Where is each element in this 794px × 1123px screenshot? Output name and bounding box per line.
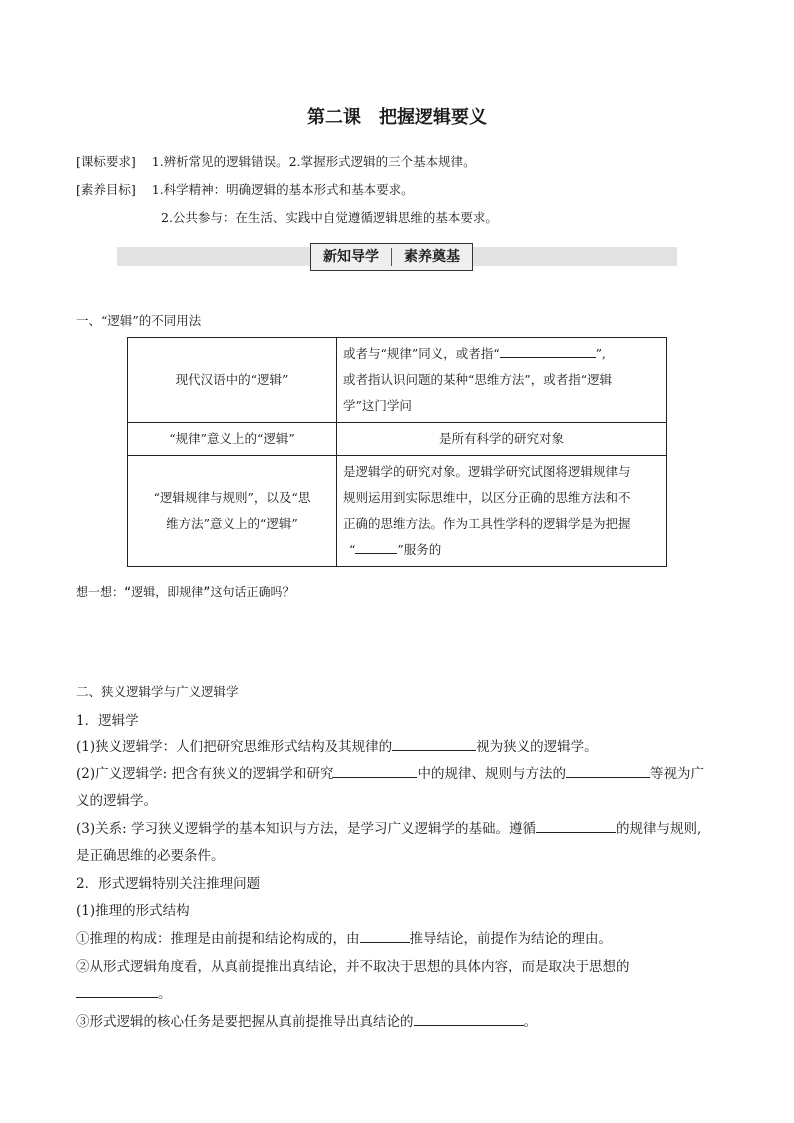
page-title: 第二课 把握逻辑要义 [307, 107, 487, 128]
table-row [128, 456, 667, 567]
table-row [128, 338, 667, 423]
banner-divider [391, 248, 392, 266]
desc-text: 或者与“规律”同义，或者指“ [343, 346, 500, 361]
fill-blank [500, 343, 596, 358]
desc-text: 规则运用到实际思维中，以区分正确的思维方法和不 [343, 490, 631, 505]
table-cell-desc [337, 338, 667, 423]
fill-blank [536, 818, 616, 833]
banner-left-label: 新知导学 [323, 249, 379, 265]
para-text: ①推理的构成：推理是由前提和结论构成的，由 [76, 931, 360, 947]
paragraph-relation-cont: 是正确思维的必要条件。 [76, 848, 225, 864]
table-cell-term: 现代汉语中的“逻辑” [128, 338, 337, 423]
item-formal-perspective-cont [76, 982, 172, 1002]
item-core-task [76, 1010, 537, 1030]
fill-blank [360, 928, 410, 943]
goals-item-2: 2.公共参与：在生活、实践中自觉遵循逻辑思维的基本要求。 [161, 210, 498, 225]
paragraph-narrow-logic [76, 735, 598, 755]
desc-text: 正确的思维方法。作为工具性学科的逻辑学是为把握 [343, 516, 631, 531]
term-text: 维方法”意义上的“逻辑” [166, 516, 298, 531]
section1-heading: 一、“逻辑”的不同用法 [76, 313, 202, 328]
table-cell-term: “规律”意义上的“逻辑” [128, 423, 337, 456]
desc-text: 学”这门学问 [343, 398, 412, 413]
table-row [128, 423, 667, 456]
para-text: 的规律与规则, [615, 821, 702, 837]
paragraph-broad-logic-cont: 义的逻辑学。 [76, 793, 157, 809]
table-cell-desc: 是所有科学的研究对象 [337, 423, 667, 456]
subheading-logic: 1．逻辑学 [76, 713, 139, 729]
goals-line [76, 180, 414, 198]
para-text: 视为狭义的逻辑学。 [476, 739, 598, 755]
desc-text: 或者指认识问题的某种“思维方法”，或者指“逻辑 [343, 372, 613, 387]
section2-heading: 二、狭义逻辑学与广义逻辑学 [76, 684, 239, 699]
fill-blank [333, 763, 417, 778]
banner-right-label: 素养奠基 [404, 249, 460, 265]
desc-text: ”服务的 [397, 542, 442, 557]
goals-item-1: 1.科学精神：明确逻辑的基本形式和基本要求。 [151, 182, 414, 197]
item-reasoning-composition [76, 927, 612, 947]
para-text: ③形式逻辑的核心任务是要把握从真前提推导出真结论的 [76, 1014, 414, 1030]
para-text: 。 [158, 986, 172, 1002]
para-text: 推导结论，前提作为结论的理由。 [409, 931, 612, 947]
subheading-formal-logic: 2．形式逻辑特别关注推理问题 [76, 876, 261, 892]
requirements-line [76, 152, 476, 170]
logic-usage-table [127, 337, 667, 567]
fill-blank [414, 1011, 524, 1026]
subheading-reasoning-structure: (1)推理的形式结构 [76, 903, 190, 919]
section-banner [310, 243, 473, 271]
think-question: 想一想：“逻辑，即规律”这句话正确吗？ [76, 585, 295, 599]
table-cell-term [128, 456, 337, 567]
item-formal-perspective: ②从形式逻辑角度看，从真前提推出真结论，并不取决于思想的具体内容，而是取决于思想的 [76, 959, 630, 975]
para-text: (1)狭义逻辑学：人们把研究思维形式结构及其规律的 [76, 739, 393, 755]
goals-label: [素养目标] [76, 182, 136, 197]
paragraph-broad-logic [76, 762, 704, 782]
desc-text: ”, [595, 346, 607, 361]
desc-text: 是逻辑学的研究对象。逻辑学研究试图将逻辑规律与 [343, 464, 631, 479]
para-text: 中的规律、规则与方法的 [417, 766, 566, 782]
fill-blank [76, 983, 158, 998]
requirements-label: [课标要求] [76, 154, 136, 169]
desc-text: “ [349, 542, 356, 557]
fill-blank [355, 539, 397, 554]
fill-blank [392, 736, 476, 751]
para-text: 等视为广 [649, 766, 704, 782]
requirements-text: 1.辨析常见的逻辑错误。2.掌握形式逻辑的三个基本规律。 [151, 154, 476, 169]
para-text: 。 [523, 1014, 537, 1030]
fill-blank [566, 763, 650, 778]
para-text: (3)关系: 学习狭义逻辑学的基本知识与方法，是学习广义逻辑学的基础。遵循 [76, 821, 536, 837]
paragraph-relation [76, 817, 701, 837]
term-text: “逻辑规律与规则”，以及“思 [153, 490, 311, 505]
table-cell-desc [337, 456, 667, 567]
para-text: (2)广义逻辑学: 把含有狭义的逻辑学和研究 [76, 766, 334, 782]
